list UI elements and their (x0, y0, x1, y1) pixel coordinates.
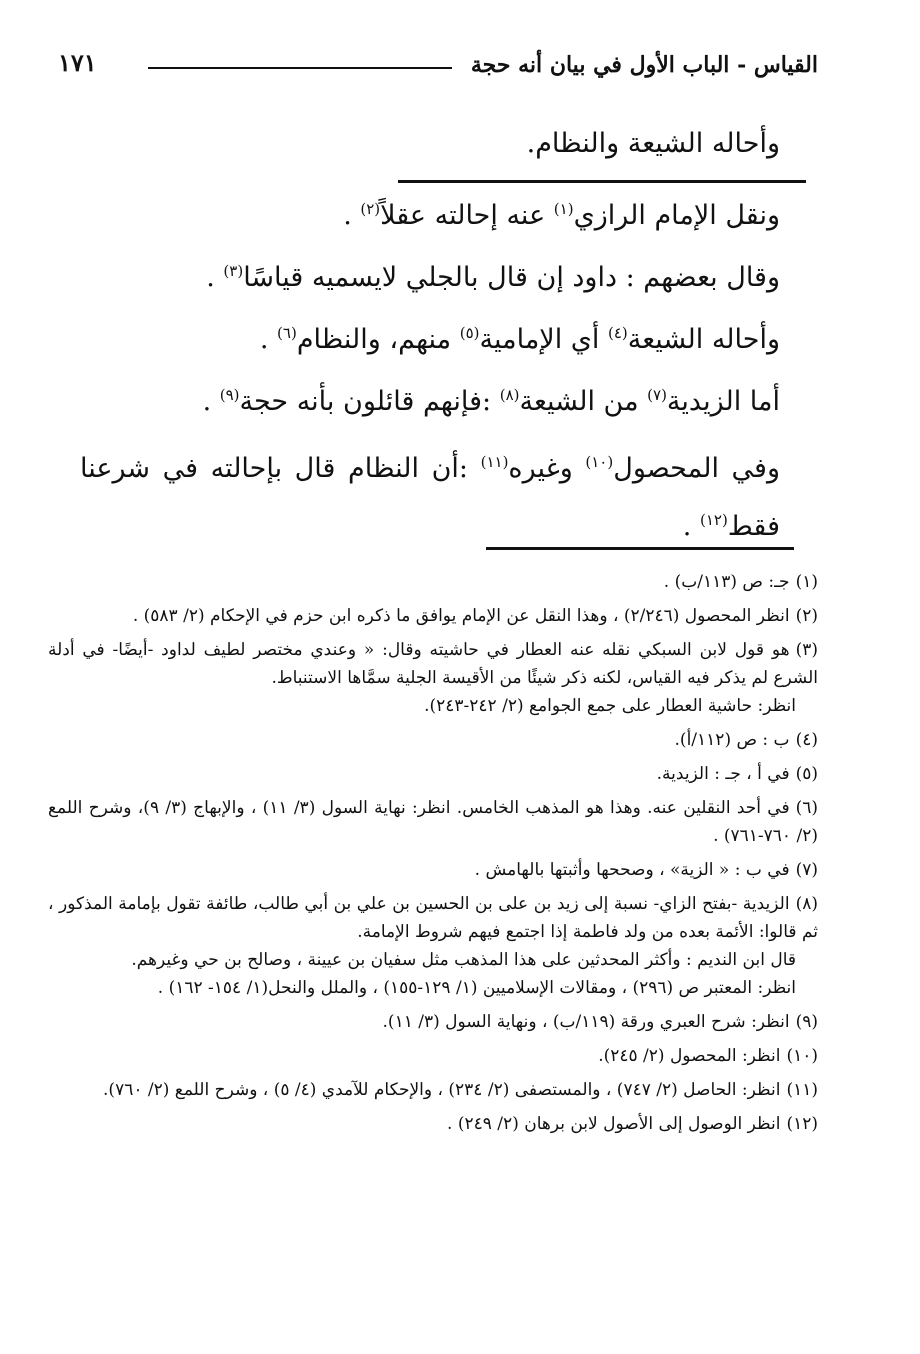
body-line-2 (206, 262, 780, 293)
body-text: عنه إحالته عقلاً (380, 200, 554, 231)
body-line-4 (203, 386, 780, 417)
footnote-text: الزيدية -بفتح الزاي- نسبة إلى زيد بن على بن الحسين بن علي بن أبي طالب، طائفة تقول بإمامة المذكور ، ثم قالوا: الأئمة بعده من ولد فاطمة إذا اجتمع فيهم شروط الإمامة. (48, 894, 818, 942)
body-line-5 (80, 440, 780, 556)
footnote-number: (١٢) (786, 1114, 818, 1134)
footnote (48, 1042, 818, 1070)
footnote-text: جـ: ص (١١٣/ب) . (663, 572, 790, 592)
running-title: القياس - الباب الأول في بيان أنه حجة (470, 52, 818, 78)
footnote-number: (١) (795, 572, 818, 592)
footnote-number: (٧) (795, 860, 818, 880)
body-text: أما الزيدية (666, 386, 780, 417)
footnote-separator (486, 547, 794, 550)
footnote-ref: (٨) (499, 386, 520, 404)
footnote (48, 760, 818, 788)
footnote-text: انظر: شرح العبري ورقة (١١٩/ب) ، ونهاية السول (٣/ ١١). (382, 1012, 790, 1032)
footnote-number: (٢) (795, 606, 818, 626)
footnote-ref: (٦) (277, 324, 297, 342)
footnote-number: (١١) (786, 1080, 818, 1100)
footnote-number: (٥) (795, 764, 818, 784)
footnote (48, 1110, 818, 1138)
footnote-number: (٨) (795, 894, 818, 914)
footnote-text: في أ ، جـ : الزيدية. (656, 764, 790, 784)
footnote (48, 726, 818, 754)
body-text: :أن النظام قال بإحالته في شرعنا فقط (80, 453, 780, 542)
body-text: :فإنهم قائلون بأنه حجة (239, 386, 500, 417)
footnote-text: انظر: المحصول (٢/ ٢٤٥). (598, 1046, 781, 1066)
body-text: . (206, 262, 224, 293)
footnote-text: ب : ص (١١٢/أ). (674, 730, 790, 750)
body-text: . (343, 200, 361, 231)
footnote-continuation: انظر: حاشية العطار على جمع الجوامع (٢/ ٢٤٢-٢٤٣). (424, 696, 796, 716)
footnote (48, 1008, 818, 1036)
body-text: أي الإمامية (479, 324, 608, 355)
footnote-ref: (٥) (459, 324, 480, 342)
footnote-number: (٩) (795, 1012, 818, 1032)
footnote-continuation: قال ابن النديم : وأكثر المحدثين على هذا المذهب مثل سفيان بن عيينة ، وصالح بن حي وغيرهم. (131, 950, 796, 970)
page-number: ١٧١ (58, 48, 97, 77)
body-text: وأحاله الشيعة (627, 324, 780, 355)
body-text: ونقل الإمام الرازي (573, 200, 780, 231)
quoted-matn-line: وأحاله الشيعة والنظام. (526, 128, 780, 159)
footnote-text: في أحد النقلين عنه. وهذا هو المذهب الخامس. انظر: نهاية السول (٣/ ١١) ، والإبهاج (٣/ ٩)، وشرح اللمع (٢/ ٧٦٠-٧٦١) . (48, 798, 818, 846)
footnote-ref: (١٢) (699, 511, 728, 529)
footnote-text: في ب : « الزية» ، وصححها وأثبتها بالهامش . (474, 860, 790, 880)
body-text: . (682, 511, 700, 542)
body-text: منهم، والنظام (296, 324, 460, 355)
footnote-text: هو قول لابن السبكي نقله عنه العطار في حاشيته وقال: « وعندي مختصر لطيف لداود -أيضًا- في أدلة الشرع لم يذكر فيه القياس، لكنه ذكر شيئًا من الأقيسة الجلية سمَّاها الاستنباط. (48, 640, 818, 688)
body-text: وغيره (508, 453, 586, 484)
footnote-number: (٣) (795, 640, 818, 660)
footnote (48, 568, 818, 596)
footnote-number: (٦) (795, 798, 819, 818)
body-text: من الشيعة (519, 386, 648, 417)
footnote (48, 856, 818, 884)
matn-underline (398, 180, 806, 183)
footnote-number: (١٠) (786, 1046, 818, 1066)
body-text: وقال بعضهم : داود إن قال بالجلي لايسميه قياسًا (243, 262, 780, 293)
footnote (48, 602, 818, 630)
body-line-3 (260, 324, 780, 355)
body-text: وفي المحصول (613, 453, 780, 484)
footnote-text: انظر: الحاصل (٢/ ٧٤٧) ، والمستصفى (٢/ ٢٣٤) ، والإحكام للآمدي (٤/ ٥) ، وشرح اللمع (٢/ ٧٦٠). (103, 1080, 781, 1100)
body-line-1 (343, 200, 780, 231)
footnotes (48, 568, 818, 1144)
footnote (48, 636, 818, 720)
footnote (48, 1076, 818, 1104)
footnote-ref: (١١) (480, 453, 509, 471)
header-rule (148, 67, 452, 69)
footnote-ref: (٩) (219, 386, 240, 404)
footnote (48, 890, 818, 1002)
footnote-number: (٤) (795, 730, 818, 750)
footnote-ref: (١) (553, 200, 574, 218)
footnote-text: انظر الوصول إلى الأصول لابن برهان (٢/ ٢٤٩) . (447, 1114, 781, 1134)
footnote-ref: (٣) (223, 262, 244, 280)
footnote-ref: (٤) (608, 324, 628, 342)
footnote-ref: (١٠) (585, 453, 614, 471)
body-text: . (202, 386, 220, 417)
body-text: . (259, 324, 278, 355)
footnote (48, 794, 818, 850)
footnote-text: انظر المحصول (٢/٢٤٦) ، وهذا النقل عن الإمام يوافق ما ذكره ابن حزم في الإحكام (٢/ ٥٨٣) . (132, 606, 790, 626)
footnote-ref: (٧) (647, 386, 667, 404)
footnote-continuation: انظر: المعتبر ص (٢٩٦) ، ومقالات الإسلاميين (١/ ١٢٩-١٥٥) ، والملل والنحل(١/ ١٥٤- ١٦٢) . (157, 978, 796, 998)
footnote-ref: (٢) (360, 200, 381, 218)
